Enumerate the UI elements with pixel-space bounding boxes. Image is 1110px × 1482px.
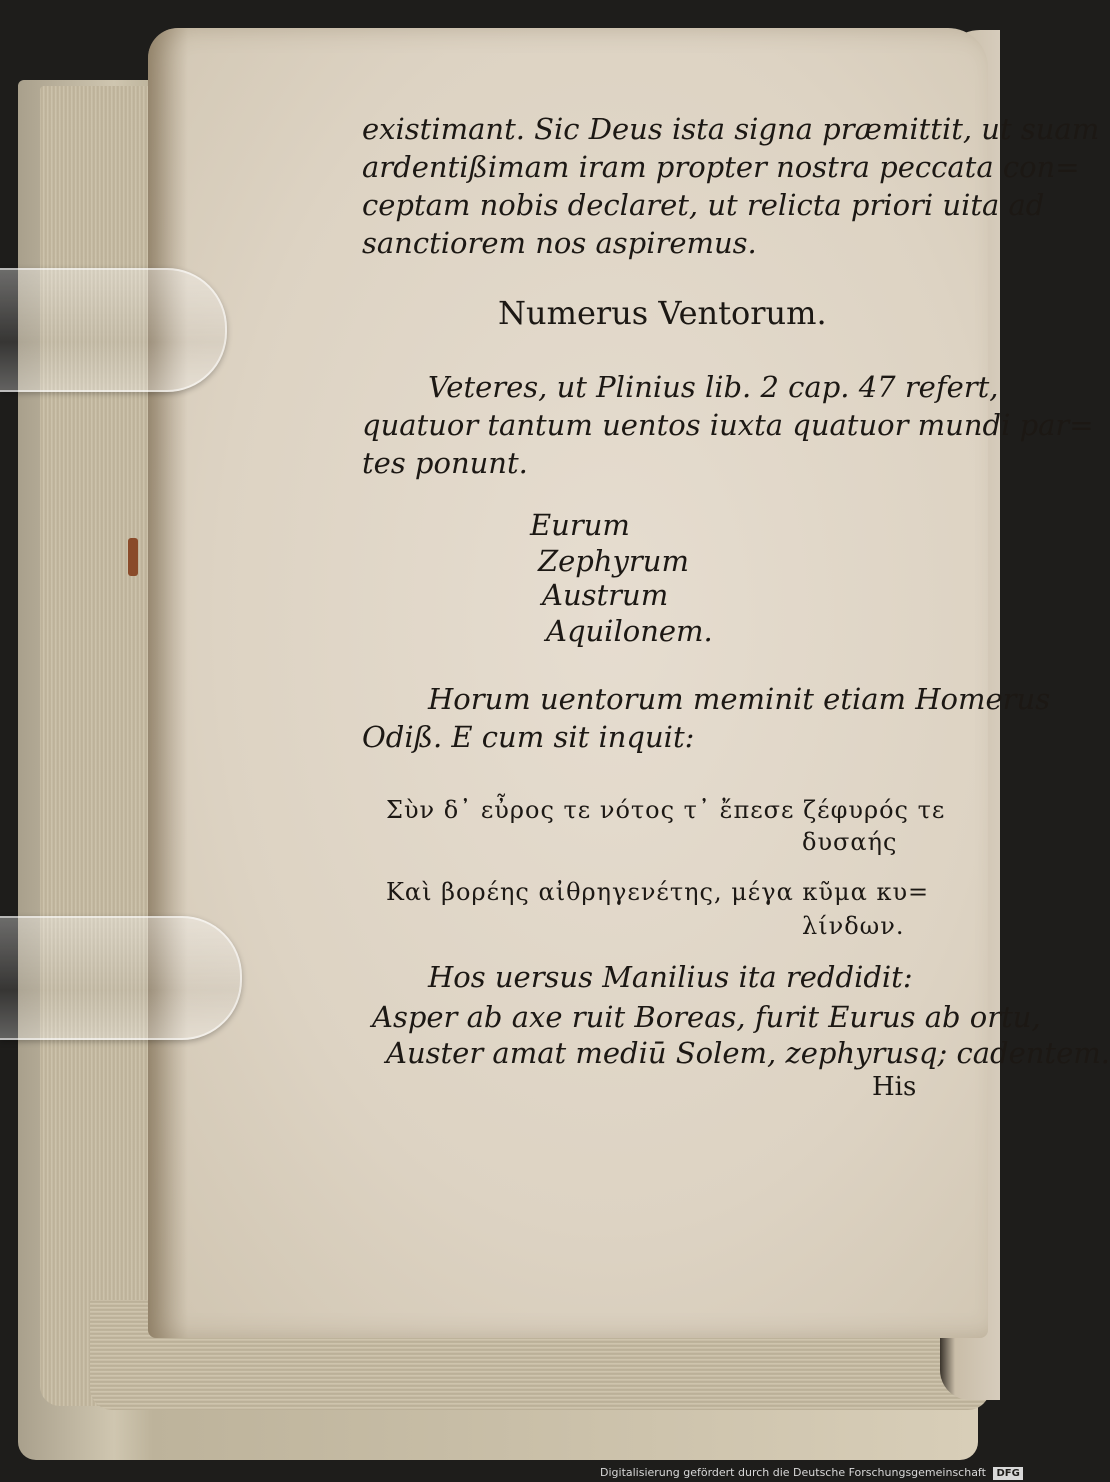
section-heading: Numerus Ventorum. bbox=[498, 294, 827, 332]
glass-page-clip-top bbox=[0, 268, 227, 392]
text-line: ceptam nobis declaret, ut relicta priori uita ad bbox=[362, 188, 1045, 222]
digitization-credit bbox=[600, 1464, 1020, 1482]
bookmark-tab bbox=[128, 538, 138, 576]
catchword: His bbox=[872, 1072, 917, 1102]
text-line: quatuor tantum uentos iuxta quatuor mundi par= bbox=[362, 408, 1094, 442]
greek-verse-line: δυσαής bbox=[802, 828, 898, 856]
text-line: Hos uersus Manilius ita reddidit: bbox=[428, 960, 913, 994]
text-line: ardentißimam iram propter nostra peccata con= bbox=[362, 150, 1080, 184]
page-gutter-shadow bbox=[148, 28, 188, 1338]
wind-list-item: Aquilonem. bbox=[546, 614, 713, 648]
text-line: existimant. Sic Deus ista signa præmittit, ut suam bbox=[362, 112, 1100, 146]
greek-verse-line: Σὺν δ᾽ εὖρος τε νότος τ᾽ ἔπεσε ζέφυρός τε bbox=[386, 796, 946, 824]
text-line: tes ponunt. bbox=[362, 446, 528, 480]
text-line: Odiß. E cum sit inquit: bbox=[362, 720, 695, 754]
wind-list-item: Austrum bbox=[542, 578, 669, 612]
dfg-logo: DFG bbox=[993, 1467, 1022, 1480]
text-line: Veteres, ut Plinius lib. 2 cap. 47 refert, bbox=[428, 370, 999, 404]
latin-verse-line: Asper ab axe ruit Boreas, furit Eurus ab ortu, bbox=[372, 1000, 1041, 1034]
greek-verse-line: Καὶ βορέης αἰθρηγενέτης, μέγα κῦμα κυ= bbox=[386, 878, 930, 906]
credit-text: Digitalisierung gefördert durch die Deutsche Forschungsgemeinschaft bbox=[600, 1466, 986, 1479]
wind-list-item: Zephyrum bbox=[538, 544, 689, 578]
latin-verse-line: Auster amat mediū Solem, zephyrusq; cadentem. bbox=[386, 1036, 1110, 1070]
text-line: Horum uentorum meminit etiam Homerus bbox=[428, 682, 1051, 716]
wind-list-item: Eurum bbox=[530, 508, 630, 542]
glass-page-clip-bottom bbox=[0, 916, 242, 1040]
greek-verse-line: λίνδων. bbox=[802, 912, 905, 940]
text-line: sanctiorem nos aspiremus. bbox=[362, 226, 757, 260]
